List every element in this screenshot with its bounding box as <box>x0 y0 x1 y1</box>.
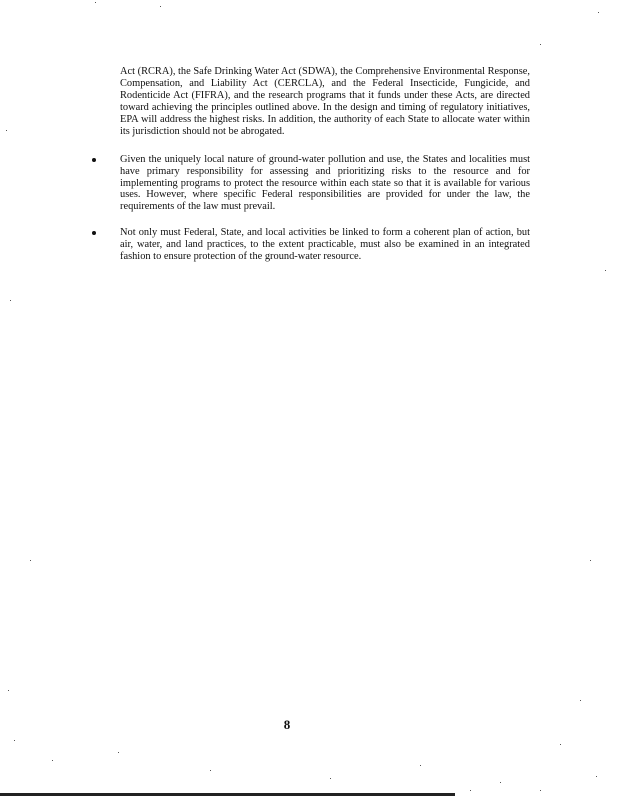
bullet-text: Given the uniquely local nature of ground-water pollution and use, the States and localities must have primary responsibility for assessing and prioritizing risks to the resource and for implementing programs to protect the resource within each state so that it is available for various uses. However, where specific Federal responsibilities are provided for under the law, the requirements of the law must prevail. <box>120 154 530 213</box>
page-number: 8 <box>283 717 291 732</box>
continuation-paragraph: Act (RCRA), the Safe Drinking Water Act (SDWA), the Comprehensive Environmental Response, Compensation, and Liability Act (CERCLA), and the Federal Insecticide, Fungicide, and Rodenticide Act (FIFRA), and the research programs that it funds under these Acts, are directed toward achieving the principles outlined above. In the design and timing of regulatory initiatives, EPA will address the highest risks. In addition, the authority of each State to allocate water within its jurisdiction should not be abrogated. <box>120 66 530 138</box>
bullet-icon <box>92 231 96 235</box>
bottom-scan-edge <box>0 793 455 796</box>
bullet-text: Not only must Federal, State, and local activities be linked to form a coherent plan of action, but air, water, and land practices, to the extent practicable, must also be examined in an integrated fashion to ensure protection of the ground-water resource. <box>120 227 530 262</box>
bullet-icon <box>92 158 96 162</box>
